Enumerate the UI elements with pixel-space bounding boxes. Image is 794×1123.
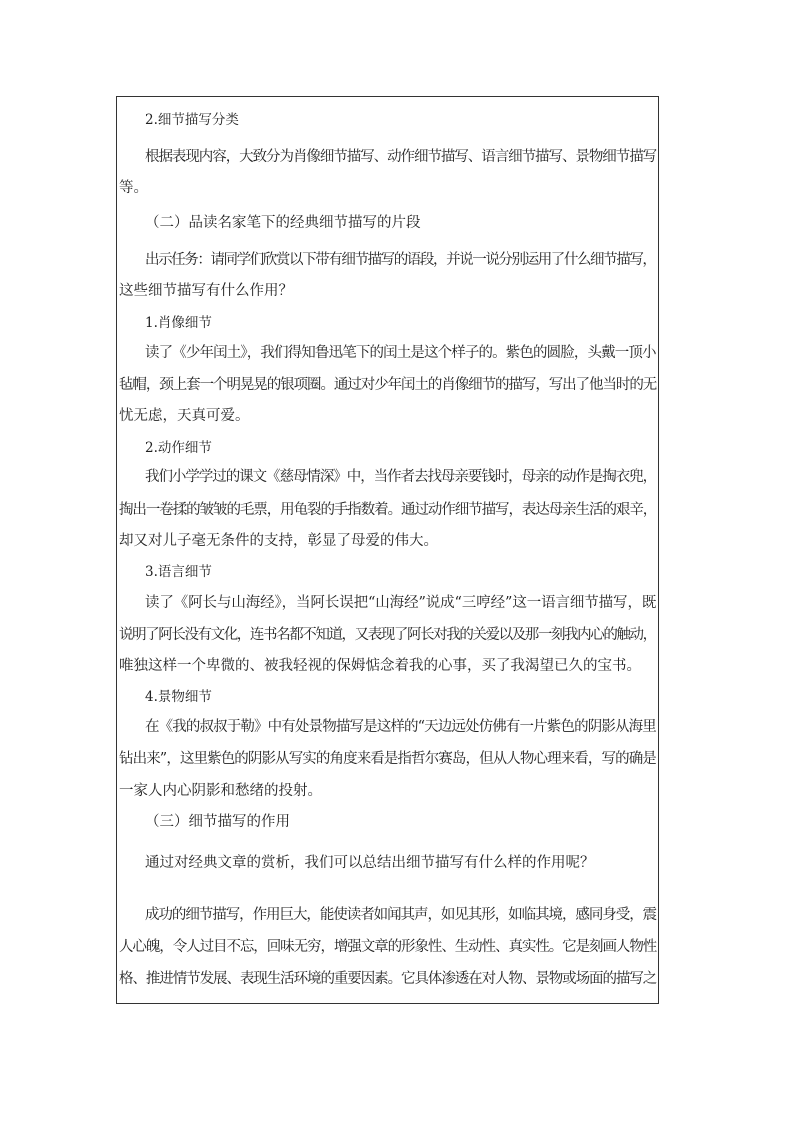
paragraph-line: 出示任务：请同学们欣赏以下带有细节描写的语段，并说一说分别运用了什么细节描写， (145, 252, 656, 268)
subheading-action: 2.动作细节 (145, 440, 212, 456)
paragraph-line: 格、推进情节发展、表现生活环境的重要因素。它具体渗透在对人物、景物或场面的描写之 (119, 971, 657, 987)
paragraph-line: 人心魄，令人过目不忘，回味无穷，增强文章的形象性、生动性、真实性。它是刻画人物性 (119, 939, 657, 955)
subheading-scenery: 4.景物细节 (145, 689, 212, 705)
subheading-portrait: 1.肖像细节 (145, 315, 212, 331)
subheading-language: 3.语言细节 (145, 564, 212, 580)
paragraph-line: 毡帽，颈上套一个明晃晃的银项圈。通过对少年闰土的肖像细节的描写，写出了他当时的无 (119, 377, 657, 393)
document-table-cell (116, 96, 659, 1004)
paragraph-line: 却又对儿子毫无条件的支持，彰显了母爱的伟大。 (119, 533, 438, 549)
paragraph-line: 忧无虑，天真可爱。 (119, 408, 250, 424)
paragraph-line: 成功的细节描写，作用巨大，能使读者如闻其声，如见其形，如临其境，感同身受，震 (145, 907, 657, 923)
paragraph-line: 等。 (119, 180, 148, 196)
paragraph-line: 唯独这样一个卑微的、被我轻视的保姆惦念着我的心事，买了我渴望已久的宝书。 (119, 658, 641, 674)
paragraph-line: 这些细节描写有什么作用？ (119, 283, 293, 299)
paragraph-line: 掏出一卷揉的皱皱的毛票，用龟裂的手指数着。通过动作细节描写，表达母亲生活的艰辛， (119, 502, 657, 518)
paragraph-line: 读了《阿长与山海经》，当阿长误把“山海经”说成“三哼经”这一语言细节描写，既 (145, 595, 657, 611)
paragraph-line: 在《我的叔叔于勒》中有处景物描写是这样的“天边远处仿佛有一片紫色的阴影从海里 (145, 719, 656, 735)
section-heading-classification: 2.细节描写分类 (145, 112, 239, 128)
paragraph-line: 钻出来”，这里紫色的阴影从写实的角度来看是指哲尔赛岛，但从人物心理来看，写的确是 (119, 751, 656, 767)
paragraph-line: 读了《少年闰土》，我们得知鲁迅笔下的闰土是这个样子的。紫色的圆脸，头戴一顶小 (145, 345, 656, 361)
section-heading-part-two: （二）品读名家笔下的经典细节描写的片段 (145, 215, 421, 231)
paragraph-line: 一家人内心阴影和愁绪的投射。 (119, 783, 322, 799)
section-heading-part-three: （三）细节描写的作用 (145, 814, 290, 830)
paragraph-line: 根据表现内容，大致分为肖像细节描写、动作细节描写、语言细节描写、景物细节描写 (145, 149, 657, 165)
paragraph-line: 说明了阿长没有文化，连书名都不知道，又表现了阿长对我的关爱以及那一刻我内心的触动， (119, 627, 656, 643)
paragraph-line: 我们小学学过的课文《慈母情深》中，当作者去找母亲要钱时，母亲的动作是掏衣兜， (145, 469, 657, 485)
paragraph-line: 通过对经典文章的赏析，我们可以总结出细节描写有什么样的作用呢？ (145, 855, 595, 871)
